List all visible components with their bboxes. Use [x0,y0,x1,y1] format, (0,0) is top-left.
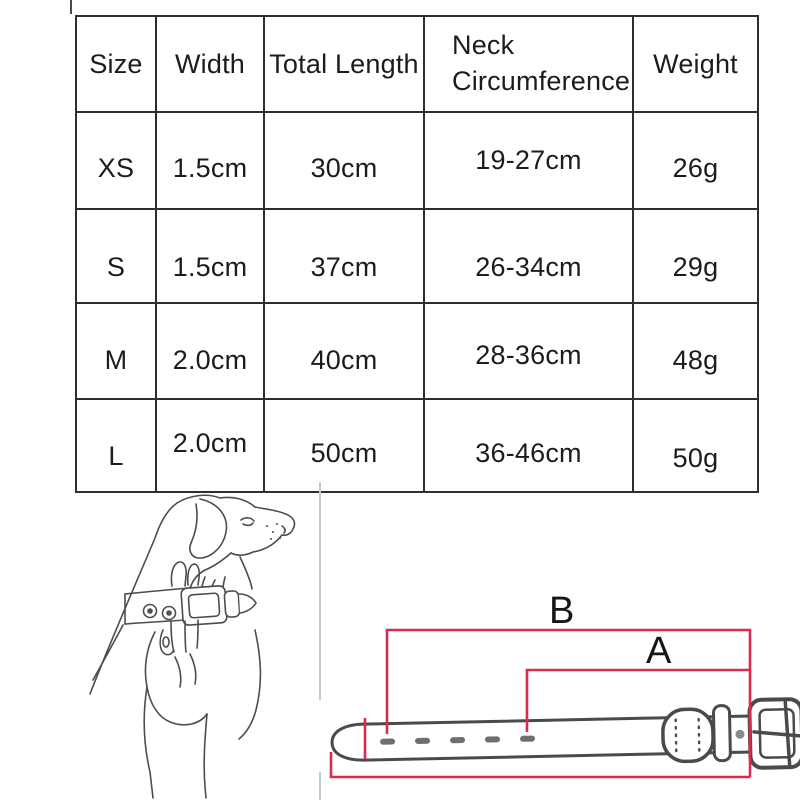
collar-drawing [331,699,800,777]
cell-size: L [76,399,156,492]
cell-width: 2.0cm [156,303,264,399]
header-row [76,16,758,112]
column-header-weight: Weight [633,16,758,112]
dog-collar-fit-sketch-icon [55,482,335,800]
border-artifact-tick [70,0,72,14]
table-row-s [76,209,758,303]
cell-width: 2.0cm [156,399,264,492]
column-header-size: Size [76,16,156,112]
cell-size: S [76,209,156,303]
cell-neck-circumference: 36-46cm [424,399,633,492]
cell-weight: 29g [633,209,758,303]
cell-total-length: 37cm [264,209,424,303]
column-header-total-length: Total Length [264,16,424,112]
measurement-label-a: A [646,630,672,672]
cell-width: 1.5cm [156,209,264,303]
table-row-l [76,399,758,492]
cell-total-length: 30cm [264,112,424,209]
cell-total-length: 40cm [264,303,424,399]
cell-weight: 26g [633,112,758,209]
cell-neck-circumference: 26-34cm [424,209,633,303]
size-chart-table [75,15,759,493]
cell-size: XS [76,112,156,209]
cell-total-length: 50cm [264,399,424,492]
table-row-m [76,303,758,399]
cell-size: M [76,303,156,399]
table-row-xs [76,112,758,209]
measurement-label-b: B [549,590,575,632]
cell-width: 1.5cm [156,112,264,209]
cell-weight: 50g [633,399,758,492]
cell-neck-circumference: 28-36cm [424,303,633,399]
column-header-neck-circumference: Neck Circumference [424,16,633,112]
cell-neck-circumference: 19-27cm [424,112,633,209]
cell-weight: 48g [633,303,758,399]
column-header-width: Width [156,16,264,112]
size-chart [75,15,759,493]
